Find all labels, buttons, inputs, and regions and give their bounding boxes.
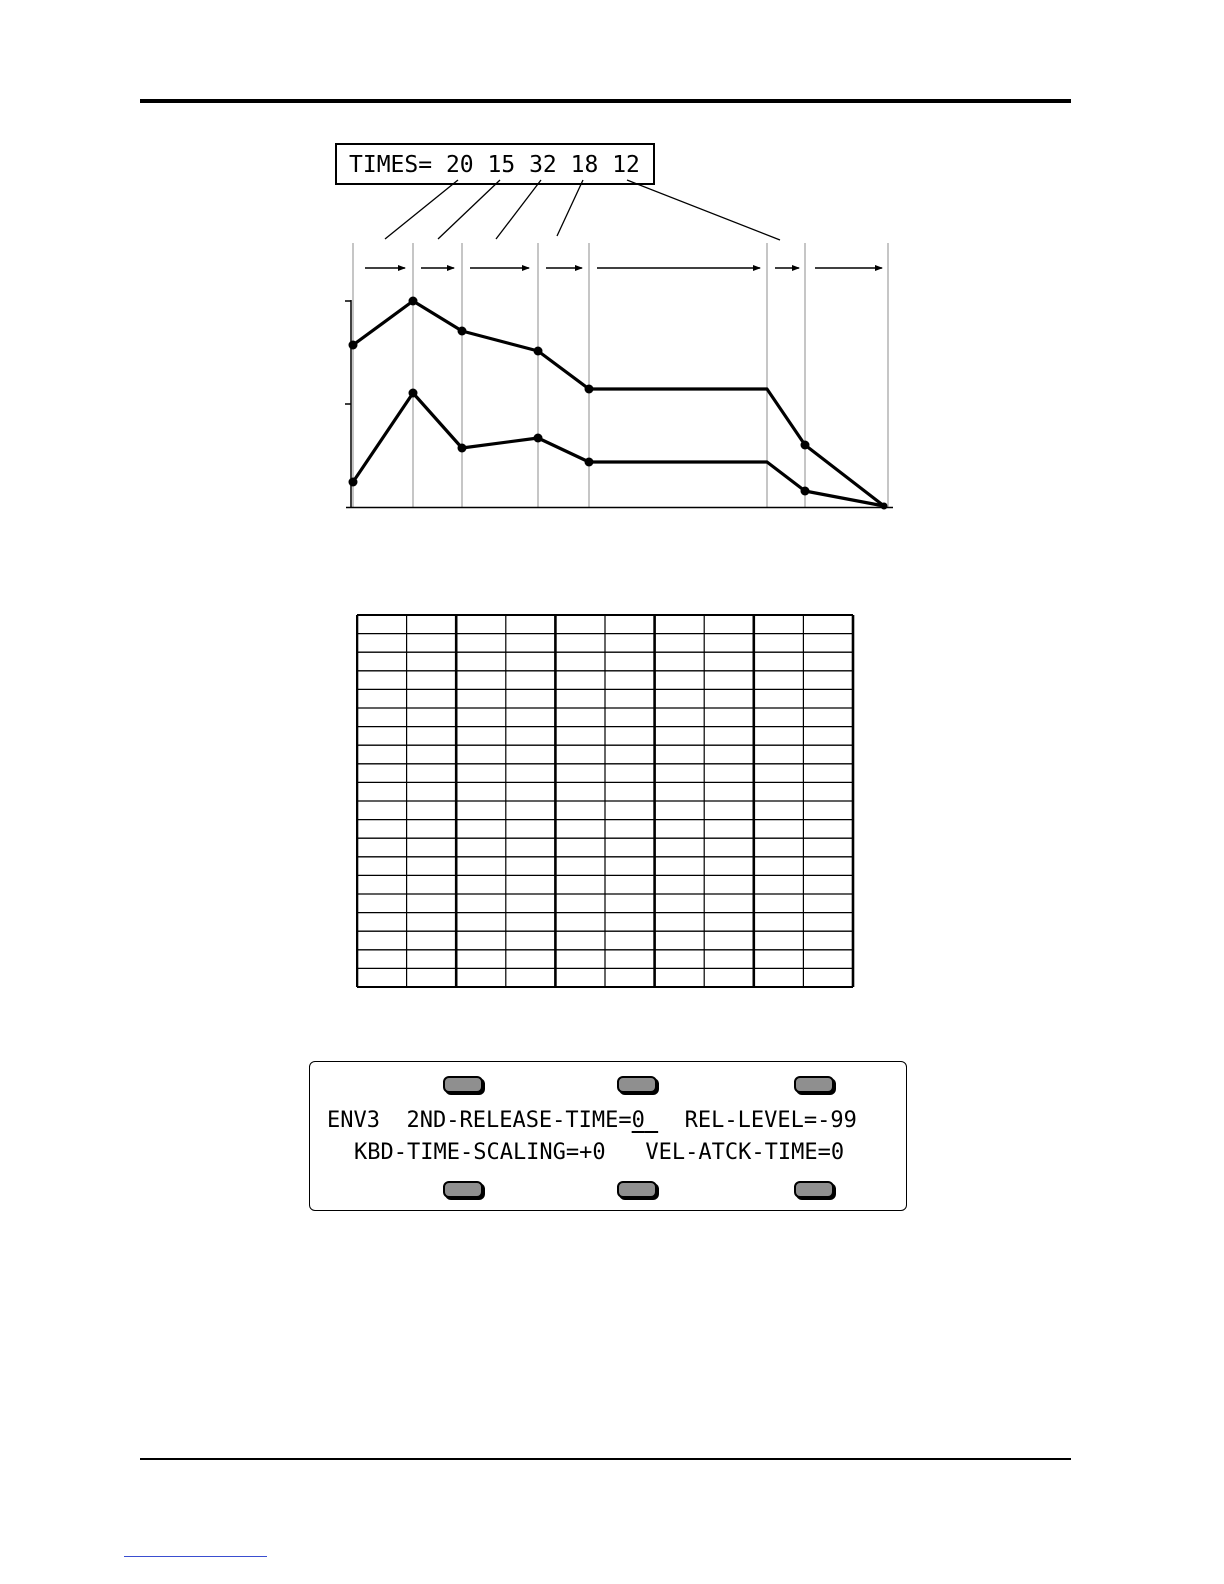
envelope-point [534,434,543,443]
softkey-bottom-center[interactable] [617,1181,657,1198]
envelope-point [458,444,467,453]
envelope-point [585,385,594,394]
envelope-point [409,297,418,306]
footnote-separator [124,1556,267,1557]
level-axis [345,300,893,508]
envelope-point [534,347,543,356]
envelope-point [349,341,358,350]
envelope-point [801,441,810,450]
envelope-point [801,487,810,496]
blank-worksheet-grid [356,614,856,990]
envelope-diagram [0,0,1224,560]
envelope-point [349,478,358,487]
envelope-point [458,327,467,336]
softkey-top-right[interactable] [794,1076,834,1093]
time-value-5: 12 [612,152,640,178]
softkey-top-center[interactable] [617,1076,657,1093]
time-value-1: 20 [445,152,474,178]
lcd-line-2 [354,1140,844,1166]
footer-rule [140,1458,1071,1460]
leader-line [557,180,583,236]
times-label: TIMES= [349,152,433,178]
env-label: ENV3 [327,1108,380,1133]
second-release-time-value: 0 [631,1108,645,1133]
lcd-line-1 [327,1108,857,1134]
leader-line [496,180,541,239]
softkey-top-left[interactable] [443,1076,483,1093]
softkey-bottom-right[interactable] [794,1181,834,1198]
leader-line [627,180,780,240]
leader-lines [385,180,780,240]
time-value-2: 15 [487,152,516,178]
second-release-time-label: 2ND-RELEASE-TIME= [406,1108,632,1133]
time-value-4: 18 [570,152,599,178]
envelope-point [409,389,418,398]
envelope-point [585,458,594,467]
segment-dividers [353,243,888,508]
vel-atck-time-param: VEL-ATCK-TIME=0 [645,1140,845,1165]
time-value-3: 32 [529,152,557,178]
envelope-point [881,503,888,510]
envelope-points [349,297,888,510]
rel-level-param: REL-LEVEL=-99 [684,1108,857,1133]
kbd-time-scaling-param: KBD-TIME-SCALING=+0 [354,1140,606,1165]
softkey-bottom-left[interactable] [443,1181,483,1198]
lcd-panel [309,1061,907,1211]
